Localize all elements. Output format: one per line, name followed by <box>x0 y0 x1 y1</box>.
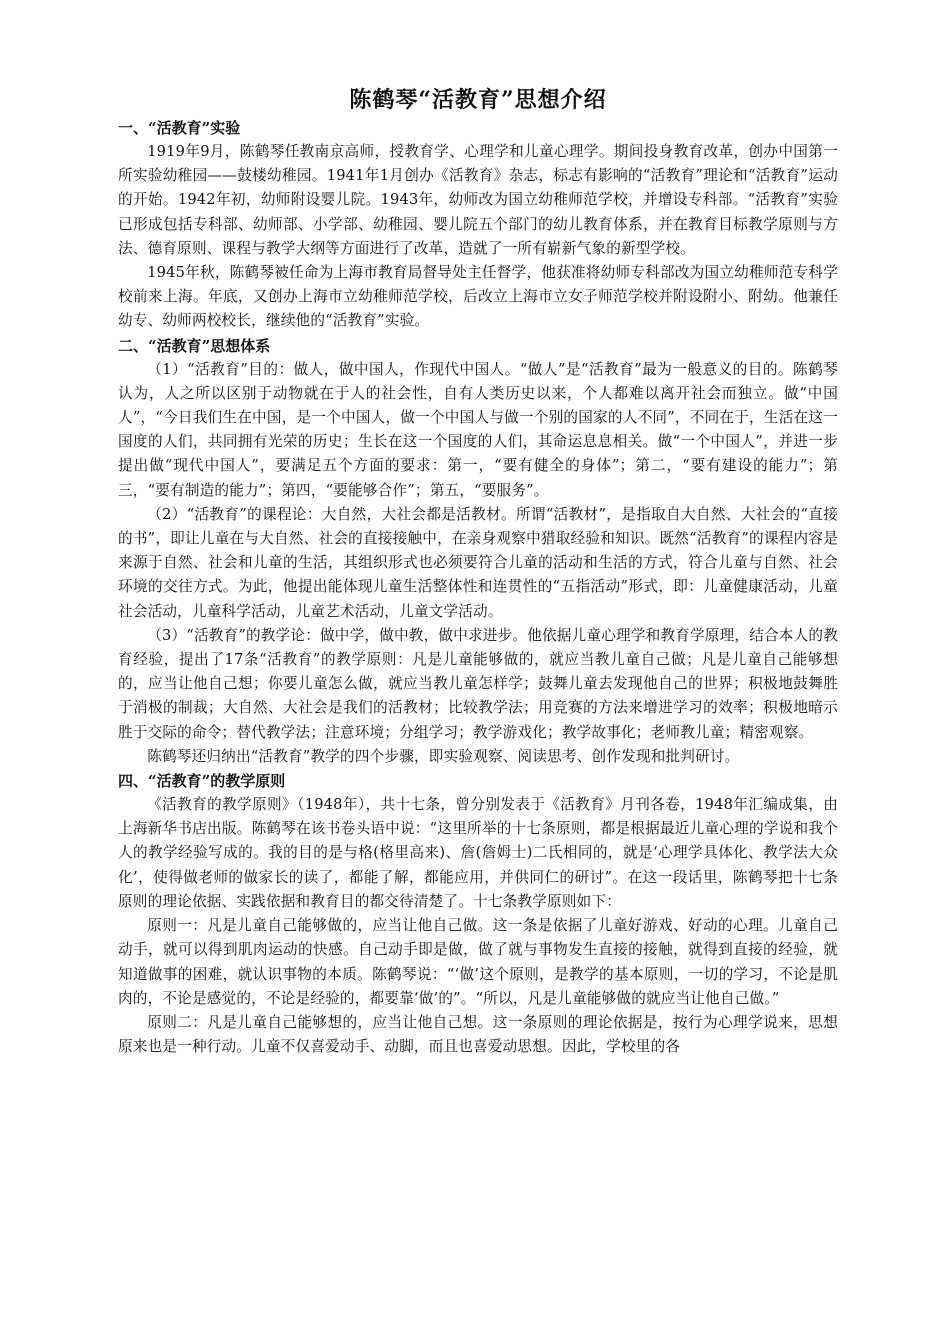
section-thought-system <box>118 334 838 769</box>
section-teaching-principles <box>118 769 838 1059</box>
paragraph: 原则一：凡是儿童自己能够做的，应当让他自己做。这一条是依据了儿童好游戏、好动的心理。儿童自己动手，就可以得到肌肉运动的快感。自己动手即是做，做了就与事物发生直接的接触，就得到直接的经验，就知道做事的困难，就认识事物的本质。陈鹤琴说：“‘做’这个原则，是教学的基本原则，一切的学习，不论是肌肉的，不论是感觉的，不论是经验的，都要靠‘做’的”。“所以，凡是儿童能够做的就应当让他自己做。” <box>118 917 838 1007</box>
document-title: 陈鹤琴“活教育”思想介绍 <box>349 87 607 113</box>
paragraph: 原则二：凡是儿童自己能够想的，应当让他自己想。这一条原则的理论依据是，按行为心理学说来，思想原来也是一种行动。儿童不仅喜爱动手、动脚，而且也喜爱动思想。因此，学校里的各 <box>118 1013 838 1056</box>
section-experiment <box>118 116 838 334</box>
paragraph: （2）“活教育”的课程论：大自然，大社会都是活教材。所谓“活教材”，是指取自大自然、大社会的“直接的书”，即让儿童在与大自然、社会的直接接触中，在亲身观察中猎取经验和知识。既然“活教育”的课程内容是来源于自然、社会和儿童的生活，其组织形式也必须要符合儿童的活动和生活的方式，符合儿童与自然、社会环境的交往方式。为此，他提出能体现儿童生活整体性和连贯性的“五指活动”形式，即：儿童健康活动，儿童社会活动，儿童科学活动，儿童艺术活动，儿童文学活动。 <box>118 505 838 620</box>
document-page <box>118 84 838 1059</box>
paragraph: 陈鹤琴还归纳出“活教育”教学的四个步骤，即实验观察、阅读思考、创作发现和批判研讨。 <box>147 747 740 765</box>
paragraph: 1945年秋，陈鹤琴被任命为上海市教育局督导处主任督学，他获准将幼师专科部改为国立幼稚师范专科学校前来上海。年底，又创办上海市立幼稚师范学校，后改立上海市立女子师范学校并附设附小、附幼。他兼任幼专、幼师两校校长，继续他的“活教育”实验。 <box>118 264 838 330</box>
paragraph: 1919年9月，陈鹤琴任教南京高师，授教育学、心理学和儿童心理学。期间投身教育改革，创办中国第一所实验幼稚园——鼓楼幼稚园。1941年1月创办《活教育》杂志，标志有影响的“活教育”理论和“活教育”运动的开始。1942年初，幼师附设婴儿院。1943年，幼师改为国立幼稚师范学校，并增设专科部。“活教育”实验已形成包括专科部、幼师部、小学部、幼稚园、婴儿院五个部门的幼儿教育体系，并在教育目标教学原则与方法、德育原则、课程与教学大纲等方面进行了改革，造就了一所有崭新气象的新型学校。 <box>118 143 838 257</box>
paragraph: 《活教育的教学原则》（1948年），共十七条，曾分别发表于《活教育》月刊各卷，1948年汇编成集，由上海新华书店出版。陈鹤琴在该书卷头语中说：“这里所举的十七条原则，都是根据最近儿童心理的学说和我个人的教学经验写成的。我的目的是与格(格里高来)、詹(詹姆士)二氏相同的，就是‘心理学具体化、教学法大众化’，使得做老师的做家长的读了，都能了解，都能应用，并供同仁的研讨”。在这一段话里，陈鹤琴把十七条原则的理论依据、实践依据和教育目的都交待清楚了。十七条教学原则如下： <box>118 796 838 910</box>
paragraph: （1）“活教育”目的：做人，做中国人，作现代中国人。“做人”是“活教育”最为一般意义的目的。陈鹤琴认为，人之所以区别于动物就在于人的社会性，自有人类历史以来，个人都难以离开社会而独立。做“中国人”，“今日我们生在中国，是一个中国人，做一个中国人与做一个别的国家的人不同”，不同在于，生活在这一国度的人们，共同拥有光荣的历史；生长在这一个国度的人们，其命运息息相关。做“一个中国人”，并进一步提出做“现代中国人”，要满足五个方面的要求：第一，“要有健全的身体”；第二，“要有建设的能力”；第三，“要有制造的能力”；第四，“要能够合作”；第五，“要服务”。 <box>118 360 838 499</box>
paragraph: （3）“活教育”的教学论：做中学，做中教，做中求进步。他依据儿童心理学和教育学原理，结合本人的教育经验，提出了17条“活教育”的教学原则：凡是儿童能够做的，就应当教儿童自己做；凡是儿童自己能够想的，应当让他自己想；你要儿童怎么做，就应当教儿童怎样学；鼓舞儿童去发现他自己的世界；积极地鼓舞胜于消极的制裁；大自然、大社会是我们的活教材；比较教学法；用竞赛的方法来增进学习的效率；积极地暗示胜于交际的命令；替代教学法；注意环境；分组学习；教学游戏化；教学故事化；老师教儿童；精密观察。 <box>118 626 838 741</box>
section-heading: 一、“活教育”实验 <box>118 119 241 137</box>
section-heading: 二、“活教育”思想体系 <box>118 336 271 355</box>
section-heading: 四、“活教育”的教学原则 <box>118 772 286 791</box>
